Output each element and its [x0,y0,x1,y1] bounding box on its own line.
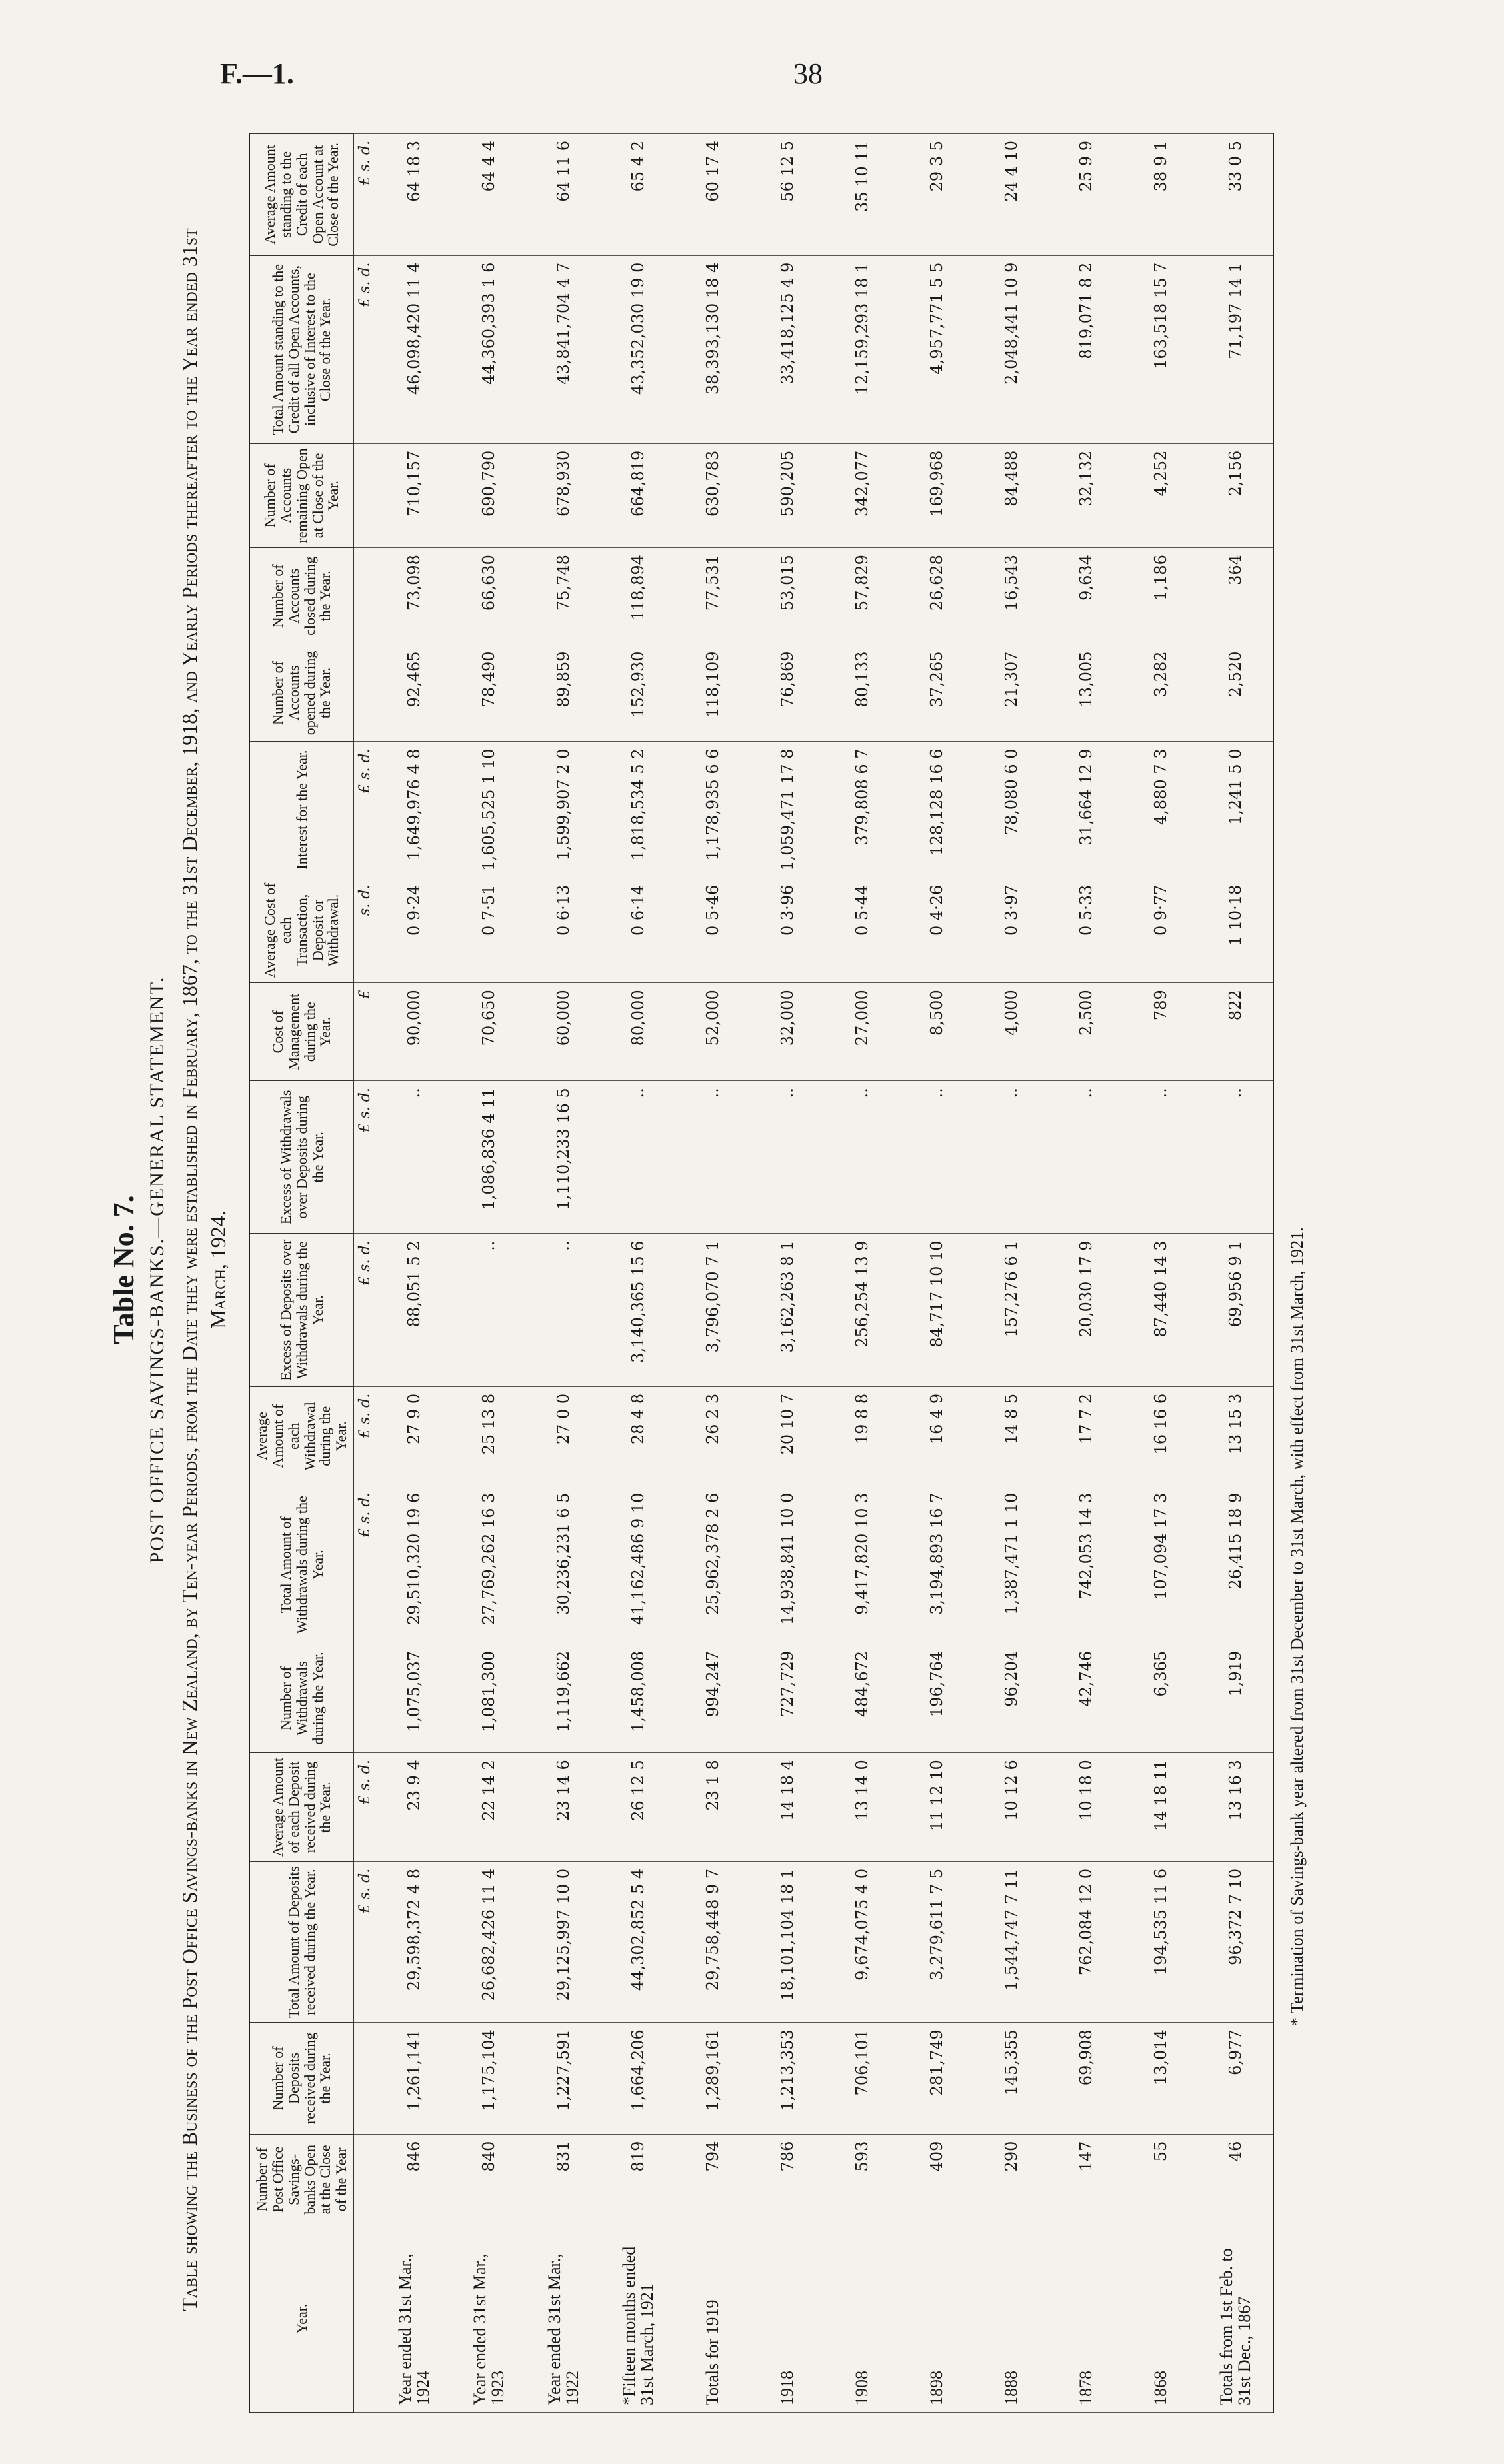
table-row [974,134,1049,2413]
value-cell: 281,749 [899,2023,974,2134]
value-cell: 994,247 [675,1644,750,1752]
value-cell: 23 1 8 [675,1753,750,1862]
value-cell: 37,265 [899,644,974,742]
value-cell: 26 12 5 [601,1753,675,1862]
year-cell: 1898 [899,2225,974,2413]
unit-cell [353,644,377,742]
value-cell: 41,162,486 9 10 [601,1486,675,1644]
value-cell: 1,387,471 1 10 [974,1486,1049,1644]
value-cell: 593 [825,2134,899,2225]
value-cell: 27,000 [825,983,899,1081]
value-cell: 1,818,534 5 2 [601,742,675,878]
column-header: Average Amount standing to the Credit of each Open Account at Close of the Year. [249,134,353,256]
value-cell: 1,213,353 [750,2023,825,2134]
value-cell: 0 9·24 [377,878,451,983]
value-cell: 13,014 [1123,2023,1198,2134]
value-cell: 1,544,747 7 11 [974,1861,1049,2022]
value-cell: .. [451,1234,526,1386]
year-cell: 1908 [825,2225,899,2413]
value-cell: 60 17 4 [675,134,750,256]
value-cell: 1,919 [1198,1644,1273,1752]
value-cell: 14 18 11 [1123,1753,1198,1862]
table-row [526,134,601,2413]
value-cell: 196,764 [899,1644,974,1752]
value-cell: 290 [974,2134,1049,2225]
value-cell: 52,000 [675,983,750,1081]
value-cell: 16 4 9 [899,1386,974,1486]
table-row [377,134,451,2413]
value-cell: 256,254 13 9 [825,1234,899,1386]
value-cell: 16,543 [974,548,1049,644]
value-cell: 92,465 [377,644,451,742]
year-cell: 1868 [1123,2225,1198,2413]
value-cell: 4,252 [1123,443,1198,547]
value-cell: .. [675,1081,750,1234]
value-cell: 29,758,448 9 7 [675,1861,750,2022]
table-subtitle: POST OFFICE SAVINGS-BANKS.—GENERAL STATEMENT. [146,976,168,1564]
page-ref: F.—1. [220,57,294,90]
value-cell: 90,000 [377,983,451,1081]
value-cell: 1,086,836 4 11 [451,1081,526,1234]
value-cell: 819,071 8 2 [1049,255,1123,443]
column-header: Number of Accounts closed during the Year. [249,548,353,644]
value-cell: 1,241 5 0 [1198,742,1273,878]
table-row [675,134,750,2413]
value-cell: .. [899,1081,974,1234]
value-cell: .. [601,1081,675,1234]
value-cell: 64 11 6 [526,134,601,256]
value-cell: 25,962,378 2 6 [675,1486,750,1644]
value-cell: .. [974,1081,1049,1234]
value-cell: 19 8 8 [825,1386,899,1486]
value-cell: 64 18 3 [377,134,451,256]
value-cell: 706,101 [825,2023,899,2134]
value-cell: 163,518 15 7 [1123,255,1198,443]
unit-cell: £ s. d. [353,1081,377,1234]
value-cell: 10 12 6 [974,1753,1049,1862]
value-cell: 43,352,030 19 0 [601,255,675,443]
value-cell: 0 5·33 [1049,878,1123,983]
value-cell: 11 12 10 [899,1753,974,1862]
value-cell: .. [526,1234,601,1386]
value-cell: 169,968 [899,443,974,547]
value-cell: 194,535 11 6 [1123,1861,1198,2022]
value-cell: 29,125,997 10 0 [526,1861,601,2022]
value-cell: 484,672 [825,1644,899,1752]
value-cell: 0 7·51 [451,878,526,983]
value-cell: 42,746 [1049,1644,1123,1752]
value-cell: 0 6·13 [526,878,601,983]
value-cell: 87,440 14 3 [1123,1234,1198,1386]
value-cell: .. [825,1081,899,1234]
value-cell: 118,894 [601,548,675,644]
column-header: Excess of Withdrawals over Deposits during the Year. [249,1081,353,1234]
value-cell: 1,110,233 16 5 [526,1081,601,1234]
unit-cell: s. d. [353,878,377,983]
value-cell: 32,132 [1049,443,1123,547]
value-cell: 14 18 4 [750,1753,825,1862]
value-cell: 12,159,293 18 1 [825,255,899,443]
value-cell: 678,930 [526,443,601,547]
value-cell: 762,084 12 0 [1049,1861,1123,2022]
value-cell: 727,729 [750,1644,825,1752]
value-cell: 26 2 3 [675,1386,750,1486]
value-cell: 96,204 [974,1644,1049,1752]
value-cell: 1,186 [1123,548,1198,644]
header-row [249,134,353,2413]
value-cell: 14 8 5 [974,1386,1049,1486]
value-cell: 75,748 [526,548,601,644]
year-cell: Totals from 1st Feb. to 31st Dec., 1867 [1198,2225,1273,2413]
value-cell: 379,808 6 7 [825,742,899,878]
table-row [601,134,675,2413]
value-cell: 20,030 17 9 [1049,1234,1123,1386]
value-cell: 364 [1198,548,1273,644]
year-cell: *Fifteen months ended 31st March, 1921 [601,2225,675,2413]
value-cell: 3,140,365 15 6 [601,1234,675,1386]
value-cell: 0 9·77 [1123,878,1198,983]
value-cell: 1 10·18 [1198,878,1273,983]
unit-cell [353,548,377,644]
value-cell: 9,674,075 4 0 [825,1861,899,2022]
value-cell: 409 [899,2134,974,2225]
value-cell: 33 0 5 [1198,134,1273,256]
value-cell: 1,175,104 [451,2023,526,2134]
value-cell: 1,178,935 6 6 [675,742,750,878]
value-cell: 27 0 0 [526,1386,601,1486]
value-cell: 89,859 [526,644,601,742]
unit-cell [353,2134,377,2225]
value-cell: 65 4 2 [601,134,675,256]
value-cell: 29,598,372 4 8 [377,1861,451,2022]
value-cell: 3,279,611 7 5 [899,1861,974,2022]
value-cell: 46,098,420 11 4 [377,255,451,443]
value-cell: 6,365 [1123,1644,1198,1752]
value-cell: 128,128 16 6 [899,742,974,878]
value-cell: 2,520 [1198,644,1273,742]
value-cell: 96,372 7 10 [1198,1861,1273,2022]
column-header: Average Amount of each Withdrawal during the Year. [249,1386,353,1486]
value-cell: 147 [1049,2134,1123,2225]
value-cell: 43,841,704 4 7 [526,255,601,443]
value-cell: 0 5·44 [825,878,899,983]
value-cell: 13,005 [1049,644,1123,742]
year-cell: Year ended 31st Mar., 1922 [526,2225,601,2413]
rotated-table-page [107,113,1440,2426]
value-cell: 73,098 [377,548,451,644]
unit-cell: £ s. d. [353,1234,377,1386]
value-cell: 80,133 [825,644,899,742]
table-row [899,134,974,2413]
table-row [1123,134,1198,2413]
unit-cell: £ s. d. [353,134,377,256]
table-row [451,134,526,2413]
value-cell: 33,418,125 4 9 [750,255,825,443]
unit-cell [353,2023,377,2134]
unit-cell: £ s. d. [353,1861,377,2022]
value-cell: 16 16 6 [1123,1386,1198,1486]
value-cell: 71,197 14 1 [1198,255,1273,443]
unit-cell: £ s. d. [353,742,377,878]
value-cell: 2,156 [1198,443,1273,547]
value-cell: 1,227,591 [526,2023,601,2134]
table-row [825,134,899,2413]
value-cell: 13 15 3 [1198,1386,1273,1486]
unit-cell [353,443,377,547]
value-cell: 14,938,841 10 0 [750,1486,825,1644]
value-cell: 35 10 11 [825,134,899,256]
value-cell: 23 9 4 [377,1753,451,1862]
year-cell: Year ended 31st Mar., 1924 [377,2225,451,2413]
column-header: Cost of Management during the Year. [249,983,353,1081]
year-cell: 1878 [1049,2225,1123,2413]
value-cell: 3,282 [1123,644,1198,742]
value-cell: 0 3·97 [974,878,1049,983]
value-cell: 13 16 3 [1198,1753,1273,1862]
value-cell: 24 4 10 [974,134,1049,256]
column-header: Average Cost of each Transaction, Deposit or Withdrawal. [249,878,353,983]
value-cell: 84,488 [974,443,1049,547]
value-cell: 76,869 [750,644,825,742]
value-cell: 29,510,320 19 6 [377,1486,451,1644]
value-cell: 1,458,008 [601,1644,675,1752]
unit-cell: £ s. d. [353,1753,377,1862]
value-cell: 9,634 [1049,548,1123,644]
column-header: Excess of Deposits over Withdrawals during the Year. [249,1234,353,1386]
column-header: Average Amount of each Deposit received during the Year. [249,1753,353,1862]
value-cell: 152,930 [601,644,675,742]
value-cell: 1,289,161 [675,2023,750,2134]
value-cell: 1,075,037 [377,1644,451,1752]
table-title: Table No. 7. [107,1195,140,1344]
value-cell: 342,077 [825,443,899,547]
unit-cell: £ s. d. [353,1386,377,1486]
value-cell: 145,355 [974,2023,1049,2134]
value-cell: 2,048,441 10 9 [974,255,1049,443]
value-cell: 80,000 [601,983,675,1081]
value-cell: 66,630 [451,548,526,644]
value-cell: 77,531 [675,548,750,644]
value-cell: 3,162,263 8 1 [750,1234,825,1386]
value-cell: 38 9 1 [1123,134,1198,256]
column-header: Total Amount standing to the Credit of all Open Accounts, inclusive of Interest to the Close of the Year. [249,255,353,443]
value-cell: 3,194,893 16 7 [899,1486,974,1644]
value-cell: 10 18 0 [1049,1753,1123,1862]
value-cell: 9,417,820 10 3 [825,1486,899,1644]
value-cell: 1,059,471 17 8 [750,742,825,878]
column-header: Number of Withdrawals during the Year. [249,1644,353,1752]
value-cell: 822 [1198,983,1273,1081]
column-header: Number of Accounts remaining Open at Close of the Year. [249,443,353,547]
value-cell: 21,307 [974,644,1049,742]
value-cell: 3,796,070 7 1 [675,1234,750,1386]
table-description: Table showing the Business of the Post Office Savings-banks in New Zealand, by Ten-year Periods, from the Date they were established in February, 1867, to the 31st December, 1918, and Yearly Periods thereafter to the Year ended 31st March, 1924. [177,228,231,2311]
value-cell: 831 [526,2134,601,2225]
column-header: Interest for the Year. [249,742,353,878]
value-cell: 1,119,662 [526,1644,601,1752]
column-header: Total Amount of Deposits received during the Year. [249,1861,353,2022]
unit-cell: £ s. d. [353,255,377,443]
value-cell: 789 [1123,983,1198,1081]
value-cell: 107,094 17 3 [1123,1486,1198,1644]
value-cell: 46 [1198,2134,1273,2225]
value-cell: 25 13 8 [451,1386,526,1486]
value-cell: 31,664 12 9 [1049,742,1123,878]
value-cell: 57,829 [825,548,899,644]
value-cell: 710,157 [377,443,451,547]
value-cell: 4,880 7 3 [1123,742,1198,878]
value-cell: 26,628 [899,548,974,644]
value-cell: .. [1049,1081,1123,1234]
value-cell: 27,769,262 16 3 [451,1486,526,1644]
value-cell: .. [1198,1081,1273,1234]
page-number: 38 [793,57,823,90]
value-cell: 846 [377,2134,451,2225]
value-cell: 1,081,300 [451,1644,526,1752]
value-cell: 664,819 [601,443,675,547]
year-cell: 1918 [750,2225,825,2413]
column-header: Year. [249,2225,353,2413]
value-cell: 18,101,104 18 1 [750,1861,825,2022]
value-cell: 27 9 0 [377,1386,451,1486]
value-cell: 44,302,852 5 4 [601,1861,675,2022]
value-cell: 819 [601,2134,675,2225]
column-header: Number of Deposits received during the Year. [249,2023,353,2134]
value-cell: 44,360,393 1 6 [451,255,526,443]
value-cell: 13 14 0 [825,1753,899,1862]
value-cell: 53,015 [750,548,825,644]
value-cell: 786 [750,2134,825,2225]
table-row [1198,134,1273,2413]
value-cell: 69,908 [1049,2023,1123,2134]
value-cell: 742,053 14 3 [1049,1486,1123,1644]
value-cell: 157,276 6 1 [974,1234,1049,1386]
value-cell: 70,650 [451,983,526,1081]
savings-bank-table [249,133,1274,2413]
value-cell: 28 4 8 [601,1386,675,1486]
value-cell: 1,599,907 2 0 [526,742,601,878]
value-cell: 1,605,525 1 10 [451,742,526,878]
unit-cell: £ s. d. [353,1486,377,1644]
value-cell: 690,790 [451,443,526,547]
year-cell: Year ended 31st Mar., 1923 [451,2225,526,2413]
value-cell: .. [377,1081,451,1234]
value-cell: 23 14 6 [526,1753,601,1862]
value-cell: 118,109 [675,644,750,742]
value-cell: 1,261,141 [377,2023,451,2134]
column-header: Number of Post Office Savings-banks Open at the Close of the Year [249,2134,353,2225]
value-cell: 0 5·46 [675,878,750,983]
value-cell: 630,783 [675,443,750,547]
value-cell: 64 4 4 [451,134,526,256]
value-cell: 26,415 18 9 [1198,1486,1273,1644]
value-cell: 0 6·14 [601,878,675,983]
value-cell: 590,205 [750,443,825,547]
value-cell: 6,977 [1198,2023,1273,2134]
value-cell: .. [1123,1081,1198,1234]
value-cell: 30,236,231 6 5 [526,1486,601,1644]
value-cell: 78,490 [451,644,526,742]
value-cell: 1,664,206 [601,2023,675,2134]
value-cell: 0 3·96 [750,878,825,983]
table-row [750,134,825,2413]
value-cell: 60,000 [526,983,601,1081]
unit-cell [353,1644,377,1752]
year-cell: 1888 [974,2225,1049,2413]
value-cell: 4,957,771 5 5 [899,255,974,443]
value-cell: 32,000 [750,983,825,1081]
value-cell: 88,051 5 2 [377,1234,451,1386]
units-row [353,134,377,2413]
value-cell: 2,500 [1049,983,1123,1081]
value-cell: 69,956 9 1 [1198,1234,1273,1386]
column-header: Total Amount of Withdrawals during the Year. [249,1486,353,1644]
value-cell: 8,500 [899,983,974,1081]
value-cell: 22 14 2 [451,1753,526,1862]
value-cell: 84,717 10 10 [899,1234,974,1386]
value-cell: 78,080 6 0 [974,742,1049,878]
value-cell: 1,649,976 4 8 [377,742,451,878]
year-cell: Totals for 1919 [675,2225,750,2413]
unit-cell: £ [353,983,377,1081]
value-cell: 55 [1123,2134,1198,2225]
value-cell: 56 12 5 [750,134,825,256]
value-cell: 17 7 2 [1049,1386,1123,1486]
value-cell: 26,682,426 11 4 [451,1861,526,2022]
value-cell: .. [750,1081,825,1234]
value-cell: 25 9 9 [1049,134,1123,256]
column-header: Number of Accounts opened during the Year. [249,644,353,742]
value-cell: 4,000 [974,983,1049,1081]
value-cell: 840 [451,2134,526,2225]
value-cell: 20 10 7 [750,1386,825,1486]
value-cell: 0 4·26 [899,878,974,983]
footnote: * Termination of Savings-bank year altered from 31st December to 31st March, with effect from 31st March, 1921. [1287,1227,1307,2026]
value-cell: 38,393,130 18 4 [675,255,750,443]
value-cell: 794 [675,2134,750,2225]
table-row [1049,134,1123,2413]
unit-cell [353,2225,377,2413]
value-cell: 29 3 5 [899,134,974,256]
